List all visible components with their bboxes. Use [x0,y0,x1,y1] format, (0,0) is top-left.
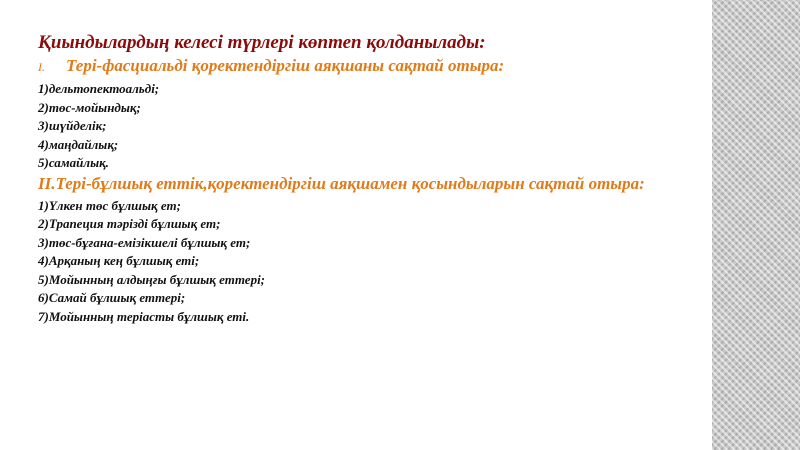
list-item: 3)шүйделік; [38,118,107,133]
section-1-list [38,80,698,173]
list-item: 4)Арқаның кең бұлшық еті; [38,253,200,268]
section-2-list [38,197,698,327]
list-item: 6)Самай бұлшық еттері; [38,290,186,305]
list-item: 4)маңдайлық; [38,136,119,152]
list-item: 1)Үлкен төс бұлшық ет; [38,197,181,213]
section-2-heading: II.Тері-бұлшық еттік,қоректендіргіш аяқшамен қосындыларын сақтай отыра: [38,173,645,193]
section-1-heading: Тері-фасциальді қоректендіргіш аяқшаны сақтай отыра: [66,56,505,75]
list-item: 7)Мойынның теріасты бұлшық еті. [38,308,250,324]
slide-title: Қиындылардың келесі түрлері көптеп қолданылады: [38,32,486,53]
list-item: 3)төс-бұғана-емізікшелі бұлшық ет; [38,234,251,250]
list-item: 2)Трапеция тәрізді бұлшық ет; [38,216,221,231]
list-item: 1)дельтопектоальді; [38,81,160,96]
decorative-side-panel [712,0,800,450]
section-1-heading-row [38,57,698,75]
section-1-marker: I. [38,60,45,74]
list-item: 2)төс-мойындық; [38,99,141,115]
list-item: 5)Мойынның алдыңғы бұлшық еттері; [38,271,266,287]
list-item: 5)самайлық. [38,155,109,170]
slide-content [38,32,698,326]
